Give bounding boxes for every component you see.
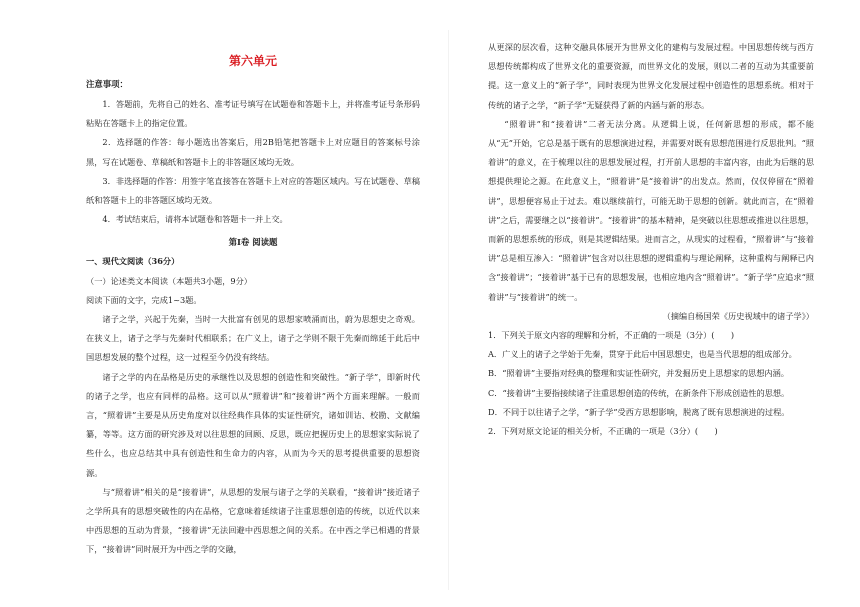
article-source: （摘编自杨国荣《历史视域中的诸子学》）	[662, 310, 814, 321]
column-divider	[448, 30, 449, 590]
article-paragraph: 诸子之学，兴起于先秦，当时一大批富有创见的思想家喷涌而出，蔚为思想史之奇观。在狭义上，诸子之学与先秦时代相联系；在广义上，诸子之学则不限于先秦而绵延于此后中国思想发展的整个过程，这一过程至今仍没有终结。	[86, 314, 420, 363]
section-title: 第Ⅰ卷 阅读题	[228, 237, 278, 248]
notice-item: 2．选择题的作答：每小题选出答案后，用2B铅笔把答题卡上对应题目的答案标号涂黑，写在试题卷、草稿纸和答题卡上的非答题区域均无效。	[86, 137, 420, 167]
notice-heading: 注意事项：	[86, 79, 128, 89]
article-paragraph: 诸子之学的内在品格是历史的承继性以及思想的创造性和突破性。“新子学”，即新时代的诸子之学，也应有同样的品格。这可以从“照着讲”和“接着讲”两个方面来理解。一般而言，“照着讲”主要是从历史角度对以往经典作具体的实证性研究，诸如训诂、校勘、文献编纂，等等。这方面的研究涉及对以往思想的回顾、反思，既应把握历史上的思想家实际说了些什么，也应总结其中具有创造性和生命力的内容，从而为今天的思考提供重要的思想资源。	[86, 371, 420, 478]
notice-item: 3．非选择题的作答：用签字笔直接答在答题卡上对应的答题区域内。写在试题卷、草稿纸和答题卡上的非答题区域均无效。	[86, 175, 420, 206]
notice-item: 4．考试结束后，请将本试题卷和答题卡一并上交。	[102, 214, 288, 225]
page-title: 第六单元	[228, 54, 277, 68]
question-option: C．“接着讲”主要指接续诸子注重思想创造的传统，在新条件下形成创造性的思想。	[488, 387, 790, 398]
question-stem: 2．下列对原文论证的相关分析，不正确的一项是（3分）( )	[488, 426, 718, 437]
question-option: B．“照着讲”主要指对经典的整理和实证性研究，并发掘历史上思想家的思想内涵。	[488, 368, 789, 379]
question-stem: 1．下列关于原文内容的理解和分析，不正确的一项是（3分）( )	[488, 330, 735, 341]
part-heading: 一、现代文阅读（36分）	[86, 256, 180, 267]
question-option: A．广义上的诸子之学始于先秦，贯穿于此后中国思想史，也是当代思想的组成部分。	[488, 349, 797, 360]
article-paragraph: 从更深的层次看，这种交融具体展开为世界文化的建构与发展过程。中国思想传统与西方思想传统都构成了世界文化的重要资源，而世界文化的发展，则以二者的互动为其重要前提。这一意义上的“新子学”，同时表现为世界文化发展过程中创造性的思想系统。相对于传统的诸子之学，“新子学”无疑获得了新的内涵与新的形态。	[488, 42, 814, 110]
article-paragraph: 与“照着讲”相关的是“接着讲”，从思想的发展与诸子之学的关联看，“接着讲”接近诸子之学所具有的思想突破性的内在品格，它意味着延续诸子注重思想创造的传统，以近代以来中西思想的互动为背景，“接着讲”无法回避中西思想之间的关系。在中西之学已相遇的背景下，“接着讲”同时展开为中西之学的交融，	[86, 486, 420, 555]
reading-instruction: 阅读下面的文字，完成1~3题。	[86, 294, 202, 305]
subsection-heading: （一）论述类文本阅读（本题共3小题，9分）	[86, 275, 252, 286]
right-column	[488, 38, 814, 441]
question-option: D．不同于以往诸子之学，“新子学”受西方思想影响，脱离了既有思想演进的过程。	[488, 406, 790, 417]
left-column	[86, 95, 420, 560]
article-paragraph: “照着讲”和“接着讲”二者无法分离。从逻辑上说，任何新思想的形成，都不能从“无”开始，它总是基于既有的思想演进过程，并需要对既有思想范围进行反思批判。“照着讲”的意义，在于梳理以往的思想发展过程，打开前人思想的丰富内容，由此为后继的思想提供理论之源。在此意义上，“照着讲”是“接着讲”的出发点。然而，仅仅停留在“照着讲”，思想便容易止于过去。难以继续前行，可能无助于思想的创新。就此而言，在“照着讲”之后，需要继之以“接着讲”。“接着讲”的基本精神，是突破以往思想或推进以往思想，而新的思想系统的形成，则是其逻辑结果。进而言之，从现实的过程看，“照着讲”与“接着讲”总是相互渗入：“照着讲”包含对以往思想的逻辑重构与理论阐释，这种重构与阐释已内含“接着讲”；“接着讲”基于已有的思想发展，也相应地内含“照着讲”。“新子学”应追求“照着讲”与“接着讲”的统一。	[488, 118, 814, 302]
notice-item: 1．答题前，先将自己的姓名、准考证号填写在试题卷和答题卡上，并将准考证号条形码粘贴在答题卡上的指定位置。	[86, 99, 420, 129]
